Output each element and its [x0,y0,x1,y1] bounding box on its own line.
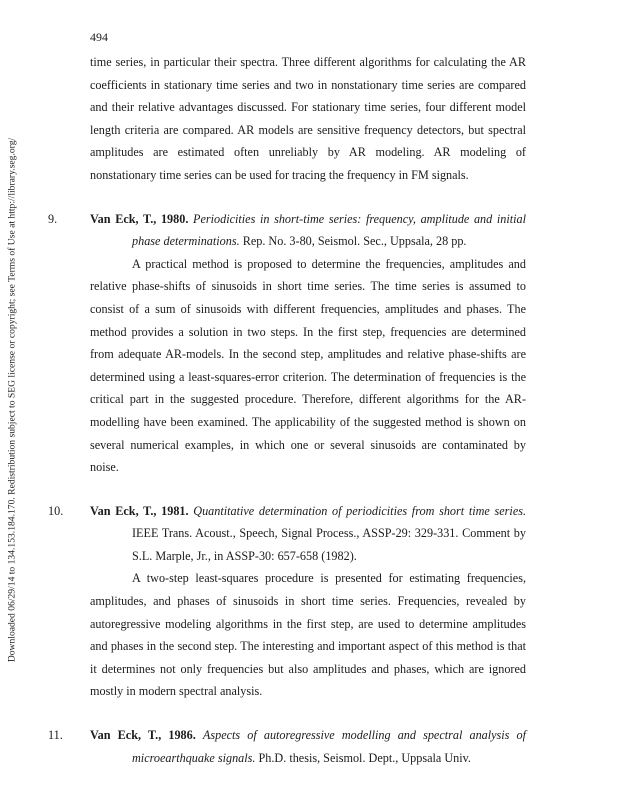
reference-abstract: A practical method is proposed to determine the frequencies, amplitudes and relative phase-shifts of sinusoids in short time series. The time series is assumed to consist of a sum of sinusoids with different frequencies, amplitudes and phases. The method provides a solution in two steps. In the first step, frequencies are determined from adequate AR-models. In the second step, amplitudes and relative phase-shifts are determined using a least-squares-error criterion. The determination of frequencies is the critical part in the suggested procedure. Therefore, different algorithms for the AR-modelling have been examined. The applicability of the suggested method is shown on several numerical examples, in which one or several sinusoids are contaminated by noise. [90,256,526,475]
reference-source: Rep. No. 3-80, Seismol. Sec., Uppsala, 28 pp. [242,234,467,249]
download-notice [0,120,24,680]
reference-citation: 10. Van Eck, T., 1981. Quantitative determination of periodicities from short time series. IEEE Trans. Acoust., Speech, Signal Process., ASSP-29: 329-331. Comment by S.L. Marple, Jr., in ASSP-30: 657-658 (1982). [48,503,527,563]
reference-comment: Comment by S.L. Marple, Jr., in ASSP-30: 657-658 (1982). [132,526,526,563]
reference-author: Van Eck, T., 1981. [90,503,189,518]
reference-citation: 11. Van Eck, T., 1986. Aspects of autoregressive modelling and spectral analysis of microearthquake signals. Ph.D. thesis, Seismol. Dept., Uppsala Univ. [48,728,527,765]
reference-source: IEEE Trans. Acoust., Speech, Signal Process., ASSP-29: 329-331. [132,526,459,541]
reference-author: Van Eck, T., 1986. [90,728,196,743]
reference-entry [48,500,527,703]
continuation-paragraph: time series, in particular their spectra. Three different algorithms for calculating the AR coefficients in stationary time series and two in nonstationary time series are compared and their relative advantages discussed. For stationary time series, four different model length criteria are compared. AR models are sensitive frequency detectors, but spectral amplitudes are estimated often unreliably by AR modeling. AR modeling of nonstationary time series can be used for tracing the frequency in FM signals. [90,55,526,182]
reference-title: Periodicities in short-time series: frequency, amplitude and initial phase determinations. [132,211,527,249]
download-notice-text: Downloaded 06/29/14 to 134.153.184.170. Redistribution subject to SEG license or copyright; see Terms of Use at http://library.seg.org/ [6,137,18,663]
reference-author: Van Eck, T., 1980. [90,211,189,226]
reference-entry [48,724,527,769]
reference-entry [48,208,527,479]
page-body [48,51,527,769]
reference-citation: 9. Van Eck, T., 1980. Periodicities in short-time series: frequency, amplitude and initial phase determinations. Rep. No. 3-80, Seismol. Sec., Uppsala, 28 pp. [48,211,527,249]
reference-abstract: A two-step least-squares procedure is presented for estimating frequencies, amplitudes, and phases of sinusoids in short time series. Frequencies, revealed by autoregressive modeling algorithms in the first step, are used to determine amplitudes and phases in the second step. The interesting and important aspect of this method is that it determines not only frequencies but also amplitudes and phases, which are ignored mostly in modern spectral analysis. [90,571,526,699]
reference-title: Quantitative determination of periodicities from short time series. [193,503,527,518]
page-number: 494 [90,30,108,44]
reference-source: Ph.D. thesis, Seismol. Dept., Uppsala Univ. [258,750,471,765]
reference-title: Aspects of autoregressive modelling and spectral analysis of microearthquake signals. [132,728,527,765]
